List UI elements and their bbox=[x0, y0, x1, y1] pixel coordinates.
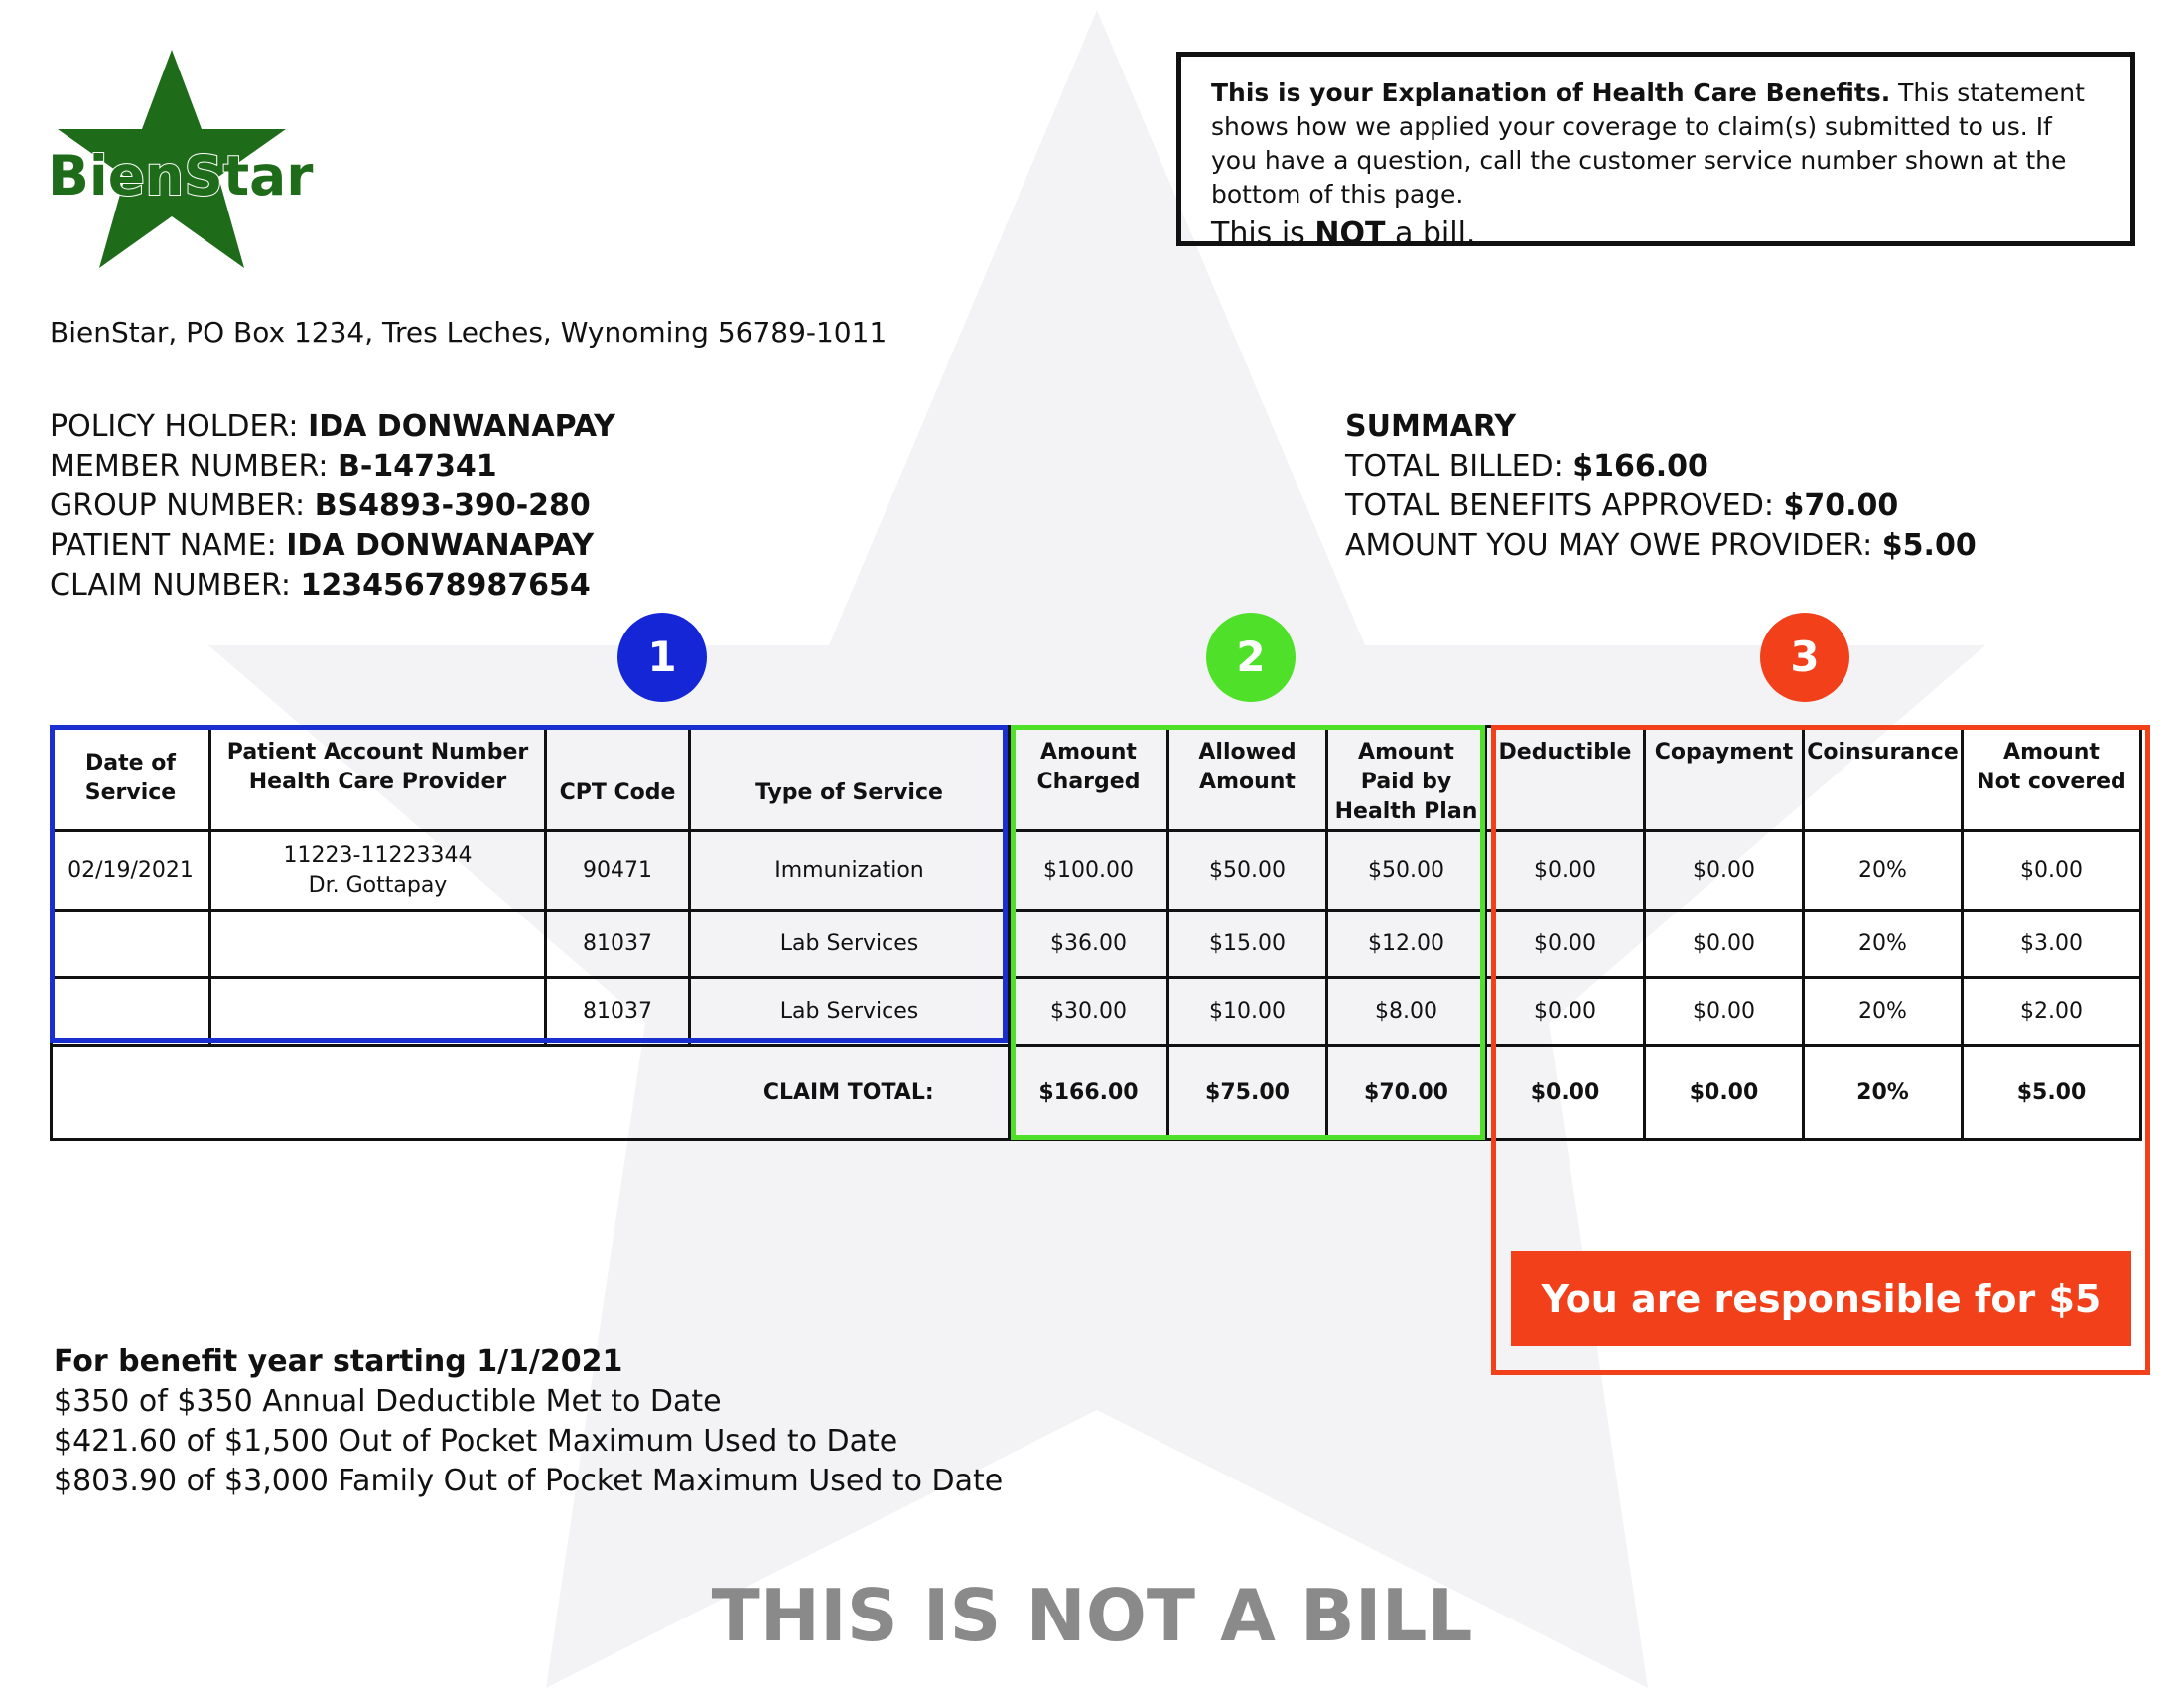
total-coinsurance: 20% bbox=[1804, 1046, 1963, 1140]
cell-notcovered: $2.00 bbox=[1963, 978, 2141, 1046]
cell-account: 11223-11223344 Dr. Gottapay bbox=[210, 831, 546, 911]
total-notcovered: $5.00 bbox=[1963, 1046, 2141, 1140]
claim-number-line bbox=[50, 566, 615, 606]
total-allowed: $75.00 bbox=[1168, 1046, 1327, 1140]
cell-copayment: $0.00 bbox=[1645, 911, 1804, 978]
member-info bbox=[50, 407, 615, 606]
info-label: TOTAL BILLED: bbox=[1345, 449, 1573, 484]
cell-date: 02/19/2021 bbox=[52, 831, 210, 911]
group-number-line bbox=[50, 487, 615, 526]
header-notcovered: Amount Not covered bbox=[1963, 727, 2141, 831]
table-header-row bbox=[52, 727, 2141, 831]
total-paid: $70.00 bbox=[1327, 1046, 1486, 1140]
cell-charged: $30.00 bbox=[1010, 978, 1168, 1046]
table-total-row bbox=[52, 1046, 2141, 1140]
cell-coinsurance: 20% bbox=[1804, 831, 1963, 911]
total-charged: $166.00 bbox=[1010, 1046, 1168, 1140]
total-label: CLAIM TOTAL: bbox=[690, 1046, 1010, 1140]
policy-holder-line bbox=[50, 407, 615, 447]
claim-number-value: 12345678987654 bbox=[300, 568, 591, 603]
header-cpt: CPT Code bbox=[546, 727, 690, 831]
notice-lead: This is your Explanation of Health Care Benefits. bbox=[1211, 78, 1891, 107]
info-label: TOTAL BENEFITS APPROVED: bbox=[1345, 489, 1784, 523]
table-row bbox=[52, 978, 2141, 1046]
cell-deductible: $0.00 bbox=[1486, 911, 1645, 978]
total-spacer bbox=[52, 1046, 690, 1140]
cell-account bbox=[210, 978, 546, 1046]
callout-3: 3 bbox=[1760, 613, 1849, 702]
total-copayment: $0.00 bbox=[1645, 1046, 1804, 1140]
benefit-year-title: For benefit year starting 1/1/2021 bbox=[54, 1344, 623, 1379]
cell-cpt: 81037 bbox=[546, 978, 690, 1046]
cell-cpt: 90471 bbox=[546, 831, 690, 911]
header-account: Patient Account Number Health Care Provider bbox=[210, 727, 546, 831]
cell-deductible: $0.00 bbox=[1486, 978, 1645, 1046]
notice-box bbox=[1176, 52, 2135, 251]
header-type: Type of Service bbox=[690, 727, 1010, 831]
patient-name-value: IDA DONWANAPAY bbox=[286, 528, 595, 563]
info-label: POLICY HOLDER: bbox=[50, 409, 309, 444]
not-a-bill-notice bbox=[1211, 217, 2101, 251]
header-allowed: Allowed Amount bbox=[1168, 727, 1327, 831]
cell-paid: $12.00 bbox=[1327, 911, 1486, 978]
cell-notcovered: $0.00 bbox=[1963, 831, 2141, 911]
callout-2: 2 bbox=[1206, 613, 1296, 702]
info-label: PATIENT NAME: bbox=[50, 528, 287, 563]
claim-table bbox=[50, 725, 2142, 1141]
total-approved-value: $70.00 bbox=[1783, 489, 1899, 523]
not-bill-prefix: This is bbox=[1211, 216, 1315, 251]
table-row bbox=[52, 911, 2141, 978]
benefit-line: $421.60 of $1,500 Out of Pocket Maximum Used to Date bbox=[54, 1424, 898, 1459]
info-label: GROUP NUMBER: bbox=[50, 489, 315, 523]
cell-allowed: $15.00 bbox=[1168, 911, 1327, 978]
company-address: BienStar, PO Box 1234, Tres Leches, Wynoming 56789-1011 bbox=[50, 316, 887, 349]
cell-coinsurance: 20% bbox=[1804, 978, 1963, 1046]
cell-charged: $100.00 bbox=[1010, 831, 1168, 911]
total-billed-value: $166.00 bbox=[1572, 449, 1708, 484]
header-date: Date of Service bbox=[52, 727, 210, 831]
amount-owed-value: $5.00 bbox=[1881, 528, 1977, 563]
cell-paid: $8.00 bbox=[1327, 978, 1486, 1046]
brand-logo-text: BienStar bbox=[48, 144, 314, 208]
member-number-value: B-147341 bbox=[338, 449, 497, 484]
summary bbox=[1345, 407, 1977, 566]
cell-type: Lab Services bbox=[690, 978, 1010, 1046]
not-bill-suffix: a bill. bbox=[1385, 216, 1476, 251]
header-paid: Amount Paid by Health Plan bbox=[1327, 727, 1486, 831]
cell-date bbox=[52, 911, 210, 978]
cell-paid: $50.00 bbox=[1327, 831, 1486, 911]
info-label: MEMBER NUMBER: bbox=[50, 449, 339, 484]
policy-holder-value: IDA DONWANAPAY bbox=[308, 409, 615, 444]
table-row bbox=[52, 831, 2141, 911]
header-deductible: Deductible bbox=[1486, 727, 1645, 831]
total-billed-line bbox=[1345, 447, 1977, 487]
cell-copayment: $0.00 bbox=[1645, 831, 1804, 911]
cell-allowed: $50.00 bbox=[1168, 831, 1327, 911]
not-bill-bold: NOT bbox=[1314, 216, 1386, 251]
cell-charged: $36.00 bbox=[1010, 911, 1168, 978]
amount-owed-line bbox=[1345, 526, 1977, 566]
summary-title: SUMMARY bbox=[1345, 409, 1517, 444]
group-number-value: BS4893-390-280 bbox=[314, 489, 591, 523]
cell-copayment: $0.00 bbox=[1645, 978, 1804, 1046]
cell-deductible: $0.00 bbox=[1486, 831, 1645, 911]
header-charged: Amount Charged bbox=[1010, 727, 1168, 831]
responsible-amount-banner: You are responsible for $5 bbox=[1511, 1251, 2131, 1346]
total-approved-line bbox=[1345, 487, 1977, 526]
member-number-line bbox=[50, 447, 615, 487]
cell-account bbox=[210, 911, 546, 978]
info-label: AMOUNT YOU MAY OWE PROVIDER: bbox=[1345, 528, 1882, 563]
cell-type: Immunization bbox=[690, 831, 1010, 911]
not-a-bill-footer: THIS IS NOT A BILL bbox=[711, 1574, 1473, 1657]
cell-cpt: 81037 bbox=[546, 911, 690, 978]
cell-date bbox=[52, 978, 210, 1046]
benefit-line: $803.90 of $3,000 Family Out of Pocket Maximum Used to Date bbox=[54, 1464, 1004, 1498]
benefit-line: $350 of $350 Annual Deductible Met to Date bbox=[54, 1384, 722, 1419]
header-coinsurance: Coinsurance bbox=[1804, 727, 1963, 831]
patient-name-line bbox=[50, 526, 615, 566]
total-deductible: $0.00 bbox=[1486, 1046, 1645, 1140]
cell-allowed: $10.00 bbox=[1168, 978, 1327, 1046]
header-copayment: Copayment bbox=[1645, 727, 1804, 831]
cell-notcovered: $3.00 bbox=[1963, 911, 2141, 978]
callout-1: 1 bbox=[617, 613, 707, 702]
info-label: CLAIM NUMBER: bbox=[50, 568, 301, 603]
notice-body: This statement shows how we applied your coverage to claim(s) submitted to us. If you have a question, call the customer service number shown at the bottom of this page. bbox=[1211, 78, 2085, 209]
benefit-year-info bbox=[54, 1342, 1003, 1501]
cell-type: Lab Services bbox=[690, 911, 1010, 978]
cell-coinsurance: 20% bbox=[1804, 911, 1963, 978]
